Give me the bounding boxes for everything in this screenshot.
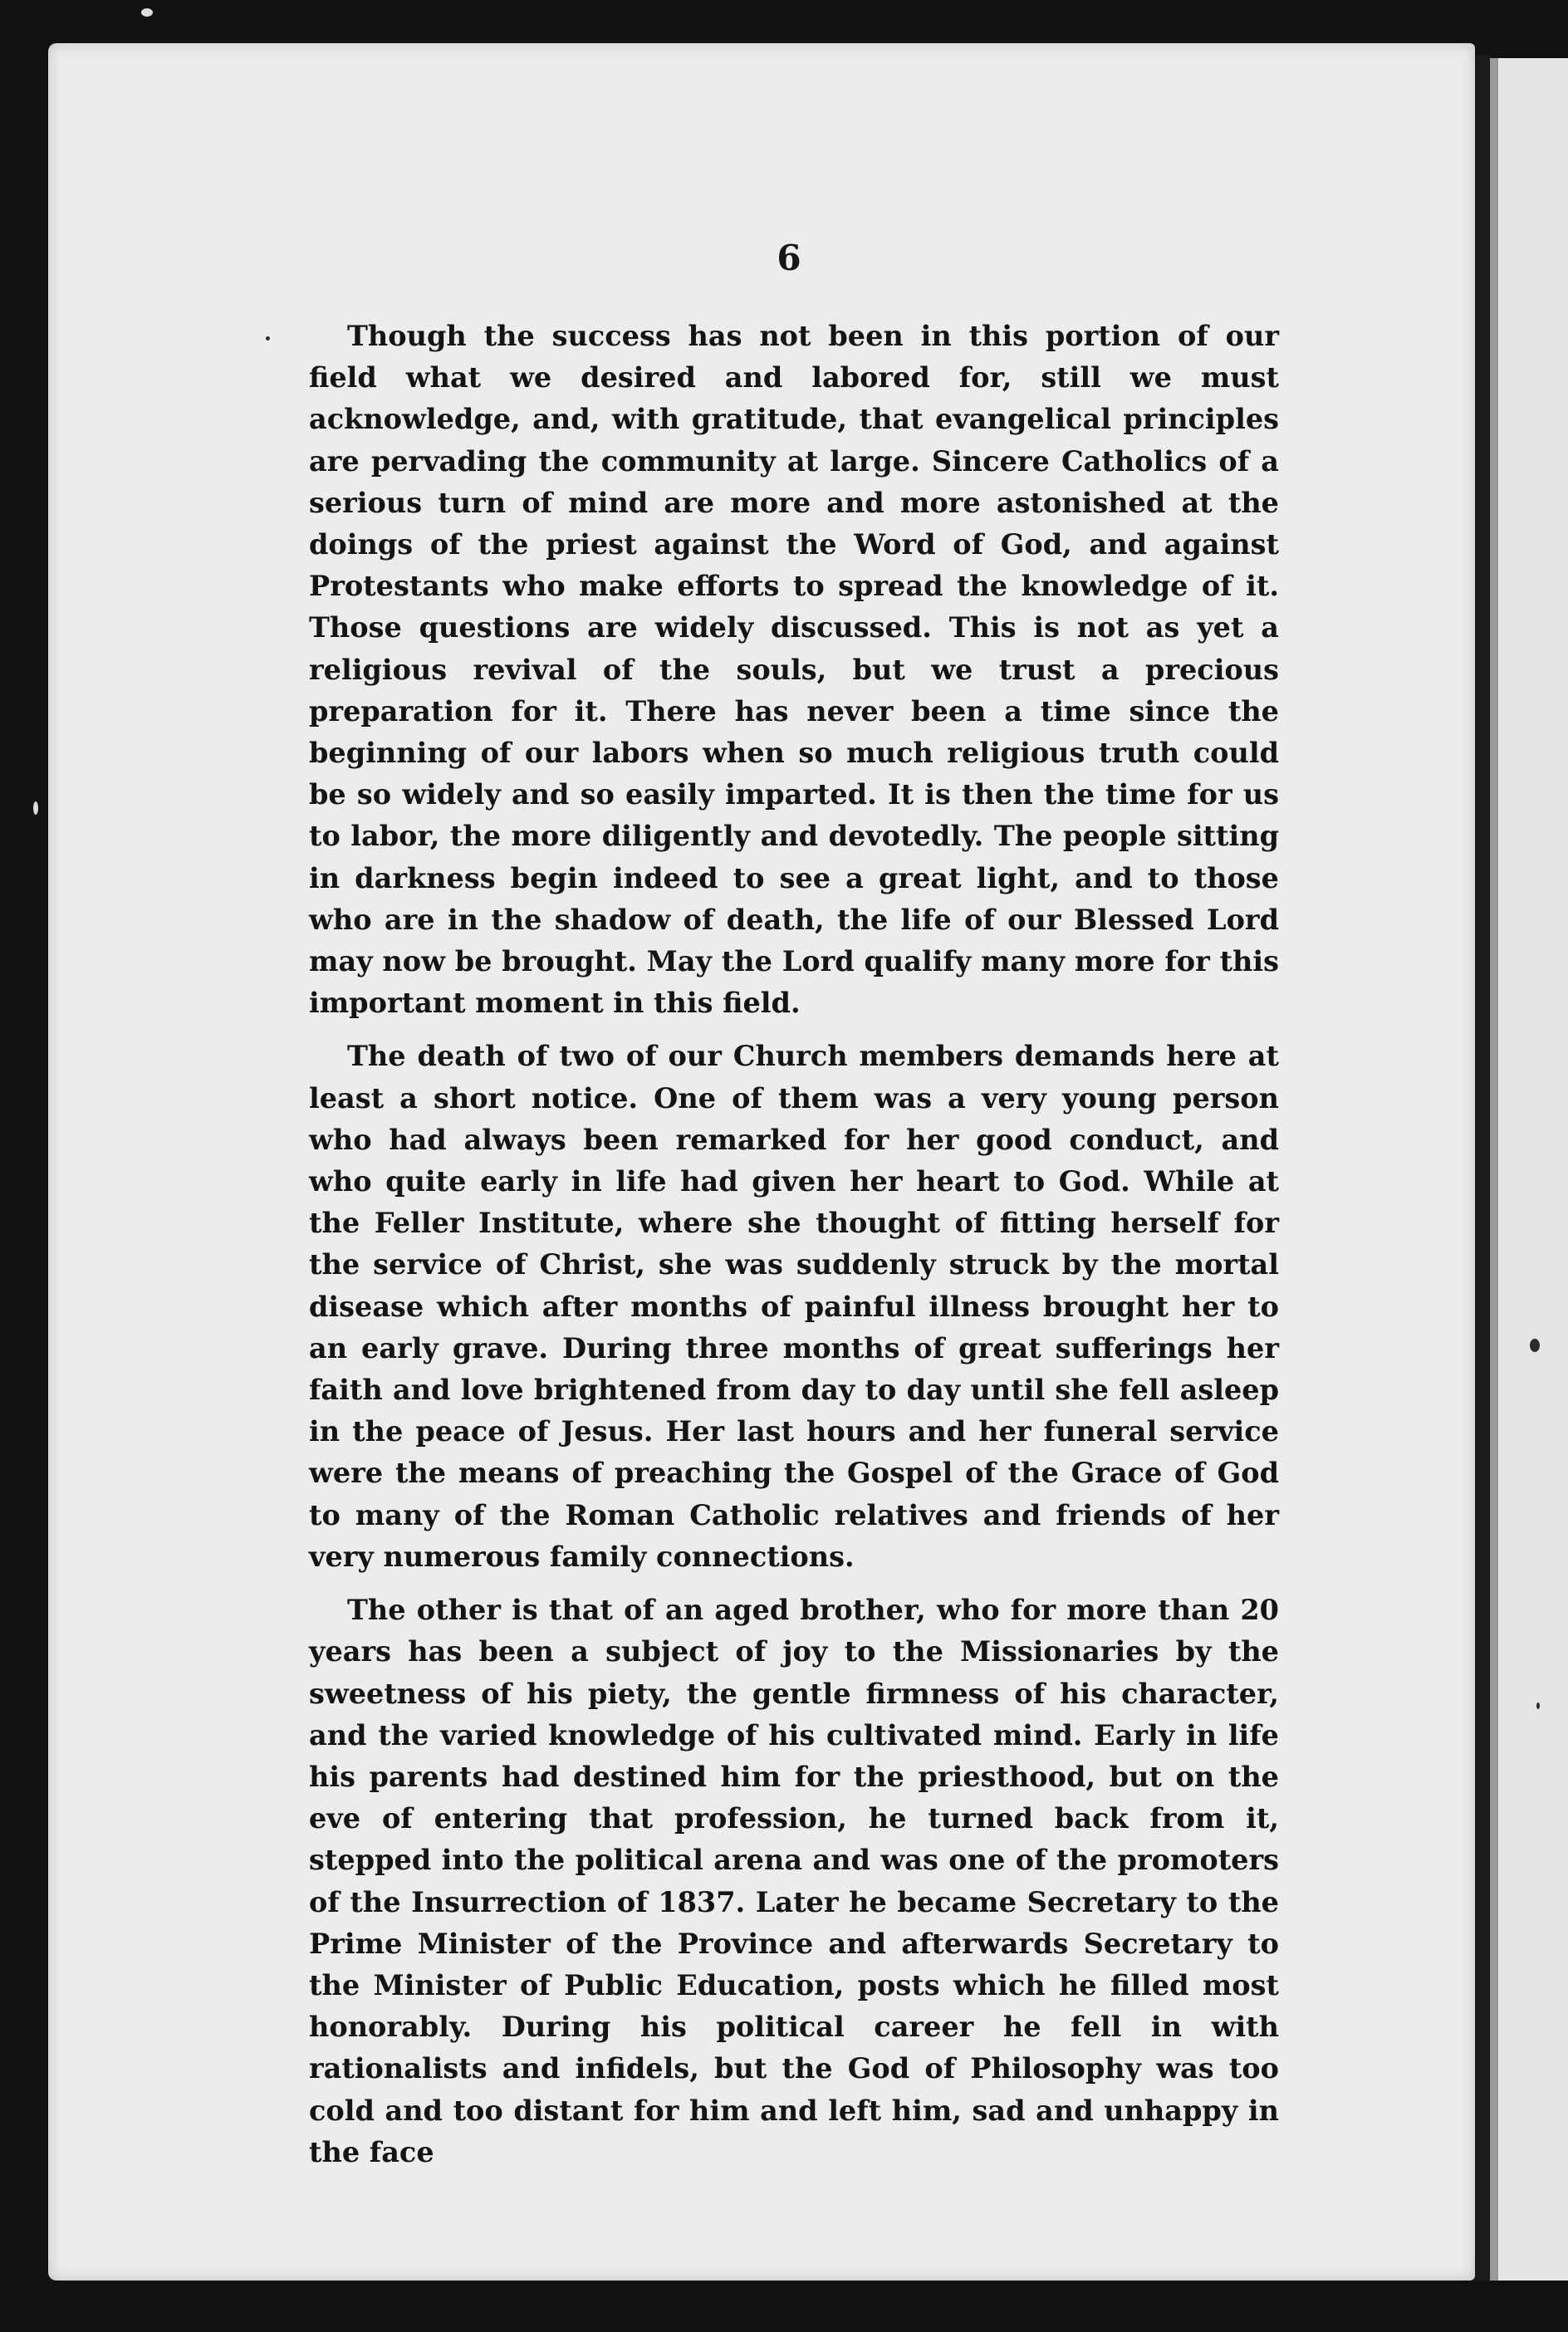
scan-speck — [141, 8, 153, 17]
page-edge — [1475, 55, 1490, 2281]
paragraph-3: The other is that of an aged brother, who for more than 20 years has been a subject of joy to the Missionaries by the sweetness of his piety, the gentle firmness of his character, and the varied knowledge of his cultivated mind. Early in life his parents had destined him for the priesthood, but on the eve of entering that profession, he turned back from it, stepped into the political arena and was one of the promoters of the Insurrection of 1837. Later he became Secretary to the Prime Minister of the Province and afterwards Secretary to the Minister of Public Education, posts which he filled most honorably. During his political career he fell in with rationalists and infidels, but the God of Philosophy was too cold and too distant for him and left him, sad and unhappy in the face — [309, 1594, 1279, 2168]
body-text — [309, 316, 1279, 2173]
scan-speck — [33, 801, 38, 815]
adjacent-page-shadow — [1490, 58, 1498, 2281]
scan-speck — [1536, 1702, 1540, 1709]
scan-speck — [1530, 1339, 1540, 1352]
paragraph-2: The death of two of our Church members demands here at least a short notice. One of them was a very young person who had always been remarked for her good conduct, and who quite early in life had given her heart to God. While at the Feller Institute, where she thought of fitting herself for the service of Christ, she was suddenly struck by the mortal disease which after months of painful illness brought her to an early grave. During three months of great sufferings her faith and love brightened from day to day until she fell asleep in the peace of Jesus. Her last hours and her funeral service were the means of preaching the Gospel of the Grace of God to many of the Roman Catholic relatives and friends of her very numerous family connections. — [309, 1040, 1279, 1573]
scan-speck — [266, 336, 270, 340]
adjacent-page — [1490, 58, 1568, 2281]
page-number: 6 — [777, 238, 801, 278]
paragraph-1: Though the success has not been in this portion of our field what we desired and labored for, still we must acknowledge, and, with gratitude, that evangelical principles are pervading the community at large. Sincere Catholics of a serious turn of mind are more and more astonished at the doings of the priest against the Word of God, and against Protestants who make efforts to spread the knowledge of it. Those questions are widely discussed. This is not as yet a religious revival of the souls, but we trust a precious preparation for it. There has never been a time since the beginning of our labors when so much religious truth could be so widely and so easily imparted. It is then the time for us to labor, the more diligently and devotedly. The people sitting in darkness begin indeed to see a great light, and to those who are in the shadow of death, the life of our Blessed Lord may now be brought. May the Lord qualify many more for this important moment in this field. — [309, 320, 1279, 1020]
